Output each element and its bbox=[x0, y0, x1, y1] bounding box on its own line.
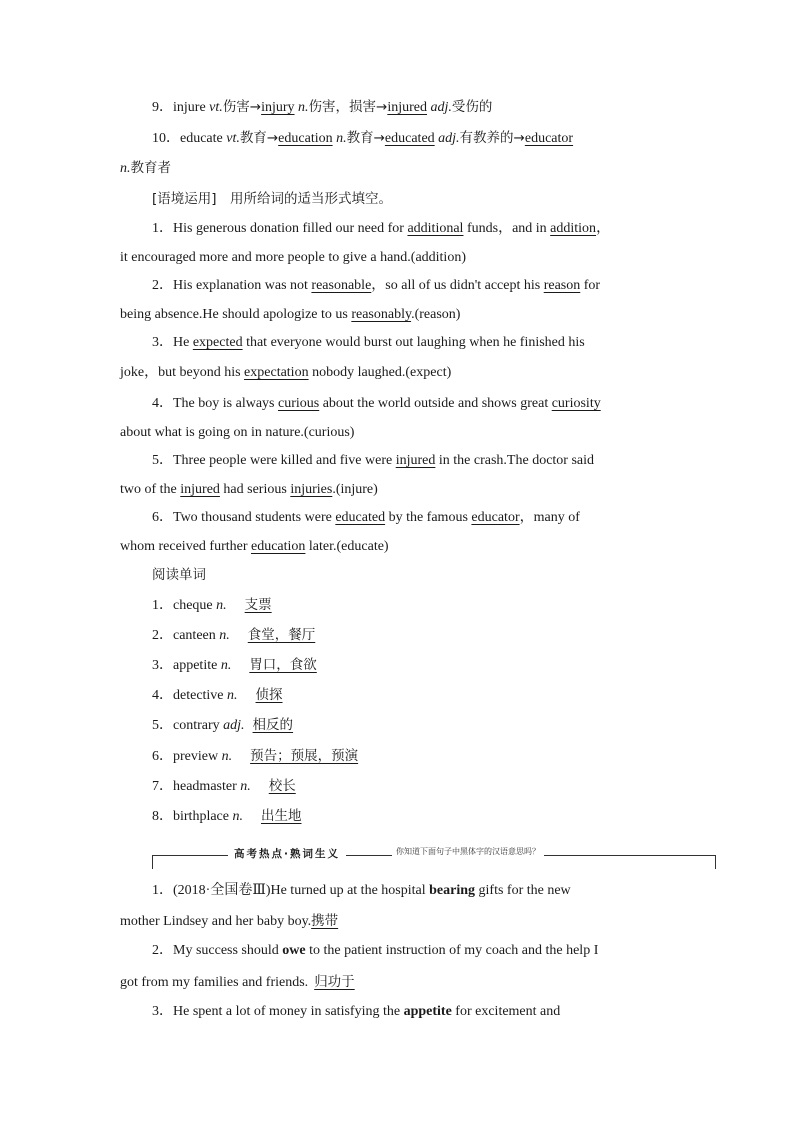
word: preview bbox=[173, 749, 222, 764]
answer-blank: reasonably bbox=[351, 307, 412, 322]
answer-blank: expected bbox=[192, 335, 243, 350]
text: to the patient instruction of my coach and the help I bbox=[305, 943, 599, 958]
reading-item bbox=[152, 746, 358, 767]
item-number: 1． bbox=[152, 598, 173, 613]
pos: n. bbox=[220, 658, 232, 673]
text: ，so all of us didn't accept his bbox=[371, 278, 544, 293]
bold-word: appetite bbox=[403, 1004, 452, 1019]
meaning: 胃口，食欲 bbox=[249, 657, 317, 673]
hot-sentence-1-line1 bbox=[152, 881, 571, 901]
hot-sentence-2-line2 bbox=[120, 972, 355, 993]
bold-word: bearing bbox=[429, 883, 476, 898]
answer-blank: education bbox=[251, 539, 306, 554]
meaning: 伤害，损害→ bbox=[308, 99, 388, 115]
item-number: 6． bbox=[152, 749, 173, 764]
meaning: 食堂，餐厅 bbox=[247, 627, 316, 643]
exercise-4-line1 bbox=[152, 394, 601, 414]
meaning: 侦探 bbox=[255, 687, 283, 703]
exercise-2-line1 bbox=[152, 276, 600, 296]
pos: n. bbox=[219, 628, 230, 643]
vocab-item-injure bbox=[152, 97, 492, 118]
word: canteen bbox=[173, 628, 220, 643]
answer-blank: educator bbox=[471, 510, 520, 525]
answer-blank: educator bbox=[524, 131, 574, 146]
bold-word: owe bbox=[282, 943, 306, 958]
answer-blank: curiosity bbox=[551, 396, 601, 411]
text: for bbox=[580, 278, 601, 293]
meaning: 预告；预展，预演 bbox=[250, 748, 359, 764]
text: mother Lindsey and her baby boy. bbox=[120, 914, 312, 929]
exercise-2-line2 bbox=[120, 305, 460, 325]
exercise-1-line1 bbox=[152, 219, 610, 239]
text: 1．His generous donation filled our need for bbox=[152, 221, 408, 236]
vocab-item-educate-cont bbox=[120, 158, 171, 179]
exercise-3-line2 bbox=[120, 363, 451, 383]
exercise-1-line2: it encouraged more and more people to give a hand.(addition) bbox=[120, 250, 466, 265]
meaning-answer: 归功于 bbox=[314, 974, 355, 990]
text: .(reason) bbox=[411, 307, 461, 322]
word: birthplace bbox=[173, 809, 233, 824]
pos: n. bbox=[227, 688, 238, 703]
banner-subtitle: 你知道下面句子中黑体字的汉语意思吗？ bbox=[392, 846, 544, 857]
exercise-5-line1 bbox=[152, 451, 594, 471]
hot-sentence-3-line1 bbox=[152, 1002, 560, 1022]
hot-sentence-1-line2 bbox=[120, 911, 338, 932]
word: cheque bbox=[173, 598, 217, 613]
pos: adj. bbox=[438, 131, 460, 146]
answer-blank: addition bbox=[550, 221, 597, 236]
answer-blank: injuries bbox=[290, 482, 333, 497]
text: .(injure) bbox=[332, 482, 378, 497]
banner-bracket-left bbox=[152, 855, 153, 869]
pos: n. bbox=[221, 749, 233, 764]
vocab-item-educate bbox=[152, 128, 573, 149]
item-number: 8． bbox=[152, 809, 173, 824]
reading-item bbox=[152, 806, 301, 827]
meaning: 教育→ bbox=[346, 130, 385, 146]
text: about the world outside and shows great bbox=[319, 396, 552, 411]
exercise-4-line2: about what is going on in nature.(curious) bbox=[120, 425, 355, 440]
item-number: 5． bbox=[152, 718, 173, 733]
pos: vt. bbox=[226, 131, 240, 146]
meaning-answer: 携带 bbox=[311, 913, 339, 929]
word: appetite bbox=[173, 658, 221, 673]
word: 10．educate bbox=[152, 131, 227, 146]
text: in the crash.The doctor said bbox=[435, 453, 595, 468]
meaning: 校长 bbox=[268, 778, 296, 794]
exercise-3-line1 bbox=[152, 333, 585, 353]
text: 5．Three people were killed and five were bbox=[152, 453, 396, 468]
pos: adj. bbox=[223, 718, 245, 733]
text: funds，and in bbox=[463, 221, 551, 236]
answer-blank: injured bbox=[180, 482, 220, 497]
reading-item bbox=[152, 595, 272, 616]
text: 6．Two thousand students were bbox=[152, 510, 336, 525]
word: 9．injure bbox=[152, 100, 210, 115]
pos: vt. bbox=[209, 100, 223, 115]
meaning: 支票 bbox=[244, 597, 272, 613]
pos: n. bbox=[216, 598, 227, 613]
reading-item bbox=[152, 625, 315, 646]
reading-item bbox=[152, 685, 283, 706]
section-heading-reading: 阅读单词 bbox=[152, 567, 206, 583]
text: had serious bbox=[219, 482, 291, 497]
meaning: 出生地 bbox=[260, 808, 302, 824]
meaning: 受伤的 bbox=[451, 99, 493, 115]
text: got from my families and friends. bbox=[120, 975, 309, 990]
answer-blank: educated bbox=[335, 510, 386, 525]
text: for excitement and bbox=[451, 1004, 561, 1019]
banner-title: 高考热点·熟词生义 bbox=[228, 846, 346, 861]
pos: n. bbox=[120, 161, 131, 176]
text: whom received further bbox=[120, 539, 251, 554]
meaning: 相反的 bbox=[252, 717, 294, 733]
answer-blank: injured bbox=[387, 100, 427, 115]
answer-blank: curious bbox=[277, 396, 320, 411]
answer-blank: educated bbox=[384, 131, 435, 146]
word: detective bbox=[173, 688, 228, 703]
text: 2．My success should bbox=[152, 943, 283, 958]
pos: n. bbox=[240, 779, 251, 794]
text: later.(educate) bbox=[305, 539, 389, 554]
reading-item bbox=[152, 655, 317, 676]
text: 3．He spent a lot of money in satisfying the bbox=[152, 1004, 404, 1019]
text: being absence.He should apologize to us bbox=[120, 307, 352, 322]
word: headmaster bbox=[173, 779, 241, 794]
text: that everyone would burst out laughing when he finished his bbox=[242, 335, 585, 350]
section-heading-usage: [语境运用] 用所给词的适当形式填空。 bbox=[152, 191, 393, 207]
pos: n. bbox=[232, 809, 243, 824]
pos: adj. bbox=[430, 100, 452, 115]
pos: n. bbox=[298, 100, 309, 115]
item-number: 7． bbox=[152, 779, 173, 794]
answer-blank: education bbox=[278, 131, 333, 146]
exercise-6-line1 bbox=[152, 508, 580, 528]
section-banner-hot-topics bbox=[152, 845, 716, 871]
text: ，many of bbox=[519, 510, 580, 525]
reading-item bbox=[152, 715, 293, 736]
item-number: 2． bbox=[152, 628, 173, 643]
text: joke，but beyond his bbox=[120, 365, 245, 380]
item-number: 3． bbox=[152, 658, 173, 673]
answer-blank: injured bbox=[395, 453, 436, 468]
text: gifts for the new bbox=[475, 883, 571, 898]
text: 4．The boy is always bbox=[152, 396, 278, 411]
text: nobody laughed.(expect) bbox=[308, 365, 452, 380]
meaning: 伤害→ bbox=[222, 99, 262, 115]
pos: n. bbox=[336, 131, 347, 146]
answer-blank: reason bbox=[543, 278, 581, 293]
hot-sentence-2-line1 bbox=[152, 941, 598, 961]
exercise-5-line2 bbox=[120, 480, 378, 500]
text: two of the bbox=[120, 482, 181, 497]
exercise-6-line2 bbox=[120, 537, 389, 557]
meaning: 有教养的→ bbox=[459, 130, 525, 146]
text: ， bbox=[596, 221, 611, 236]
item-number: 4． bbox=[152, 688, 173, 703]
reading-item bbox=[152, 776, 296, 797]
text: by the famous bbox=[385, 510, 472, 525]
answer-blank: reasonable bbox=[311, 278, 372, 293]
answer-blank: injury bbox=[261, 100, 295, 115]
meaning: 教育→ bbox=[239, 130, 279, 146]
word: contrary bbox=[173, 718, 224, 733]
answer-blank: additional bbox=[407, 221, 464, 236]
text: 3．He bbox=[152, 335, 193, 350]
answer-blank: expectation bbox=[244, 365, 309, 380]
banner-bracket-right bbox=[715, 855, 716, 869]
text: 2．His explanation was not bbox=[152, 278, 312, 293]
text: 1．(2018·全国卷Ⅲ)He turned up at the hospital bbox=[152, 883, 430, 898]
meaning: 教育者 bbox=[130, 160, 171, 176]
